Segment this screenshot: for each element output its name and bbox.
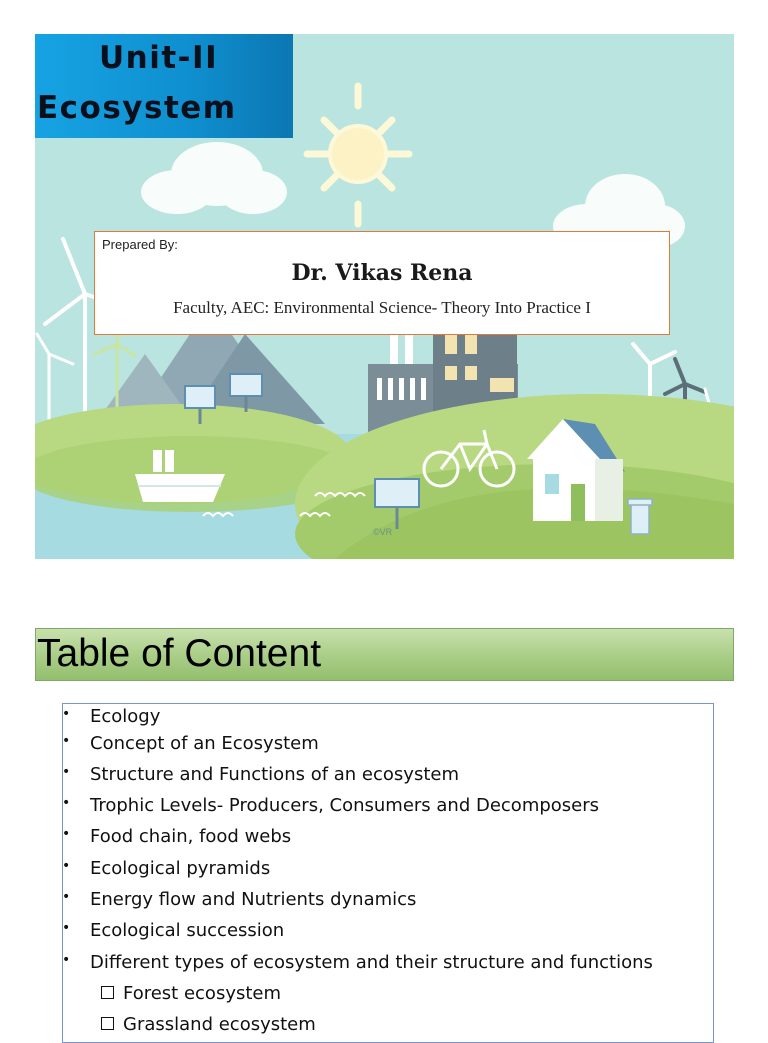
slide-subtitle: Ecosystem bbox=[37, 90, 237, 126]
prepared-by-label: Prepared By: bbox=[102, 237, 178, 252]
title-slide bbox=[35, 34, 734, 559]
sub-list-item: Grassland ecosystem bbox=[101, 1014, 316, 1035]
author-card bbox=[94, 231, 670, 335]
bullet-icon: • bbox=[62, 889, 71, 905]
bullet-icon: • bbox=[62, 858, 71, 874]
toc-title: Table of Content bbox=[37, 632, 322, 675]
bullet-icon: • bbox=[62, 706, 71, 722]
slide-title: Unit-II bbox=[99, 40, 219, 76]
recycle-bin-icon bbox=[628, 499, 652, 534]
bullet-icon: • bbox=[62, 952, 71, 968]
title-banner bbox=[35, 34, 293, 138]
author-role: Faculty, AEC: Environmental Science- Theory Into Practice I bbox=[173, 298, 591, 317]
bullet-icon: • bbox=[62, 795, 71, 811]
bullet-icon: • bbox=[62, 920, 71, 936]
toc-content-box: • Ecology • Concept of an Ecosystem • Structure and Functions of an ecosystem • Trophic Levels- Producers, Consumers and Decomposers • Food chain, food webs • Ecological pyramids • Energy flow and Nutrients dynamics • Ecological succession • Different types of ecosystem and their structure and functions Forest ecosystem Grassland ecosystem bbox=[62, 703, 714, 1043]
bullet-icon: • bbox=[62, 826, 71, 842]
checkbox-square-icon bbox=[101, 986, 114, 999]
cloud-icon bbox=[141, 142, 287, 214]
author-name: Dr. Vikas Rena bbox=[291, 260, 473, 286]
bullet-icon: • bbox=[62, 764, 71, 780]
sub-list-item: Forest ecosystem bbox=[101, 983, 281, 1004]
toc-header-bar bbox=[35, 628, 734, 681]
bullet-icon: • bbox=[62, 733, 71, 749]
copyright-mark: ©VR bbox=[373, 527, 393, 537]
